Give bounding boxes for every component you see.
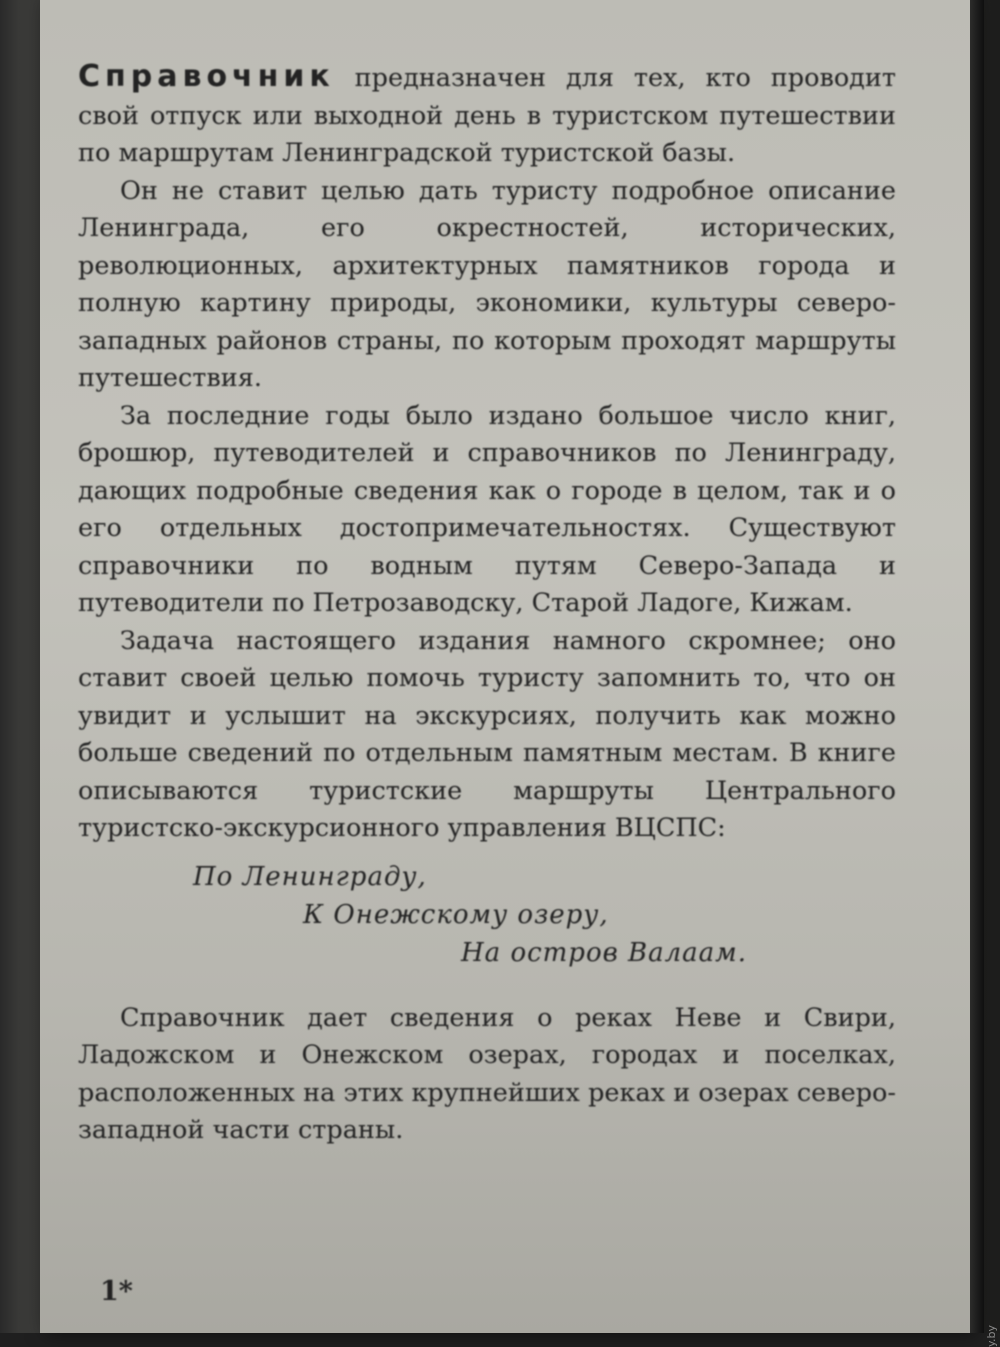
watermark: y.by <box>985 1325 998 1347</box>
paragraph-5: Справочник дает сведения о реках Неве и Свири, Ладожском и Онежском озерах, городах и поселках, расположенных на этих крупнейших реках и озерах северо-западной части страны. <box>78 1002 896 1145</box>
routes-list <box>78 858 896 972</box>
route-leningrad: По Ленинграду, <box>193 861 427 892</box>
paragraph-1-text: предназначен для тех, кто проводит свой отпуск или выходной день в туристском путешествии по маршрутам Ленинградской туристской базы. <box>78 63 896 168</box>
signature-mark: 1* <box>100 1276 133 1307</box>
lead-word: Справочник <box>78 59 335 94</box>
paragraph-4: Задача настоящего издания намного скромнее; оно ставит своей целью помочь туристу запомнить то, что он увидит и услышит на экскурсиях, получить как можно больше сведений по отдельным памятным местам. В книге описываются туристские маршруты Центрального туристско-экскурсионного управления ВЦСПС: <box>78 625 896 843</box>
book-page <box>40 0 970 1333</box>
page-text <box>78 58 896 1150</box>
paragraph-3: За последние годы было издано большое число книг, брошюр, путеводителей и справочников по Ленинграду, дающих подробные сведения как о городе в целом, так и о его отдельных достопримечательностях. Существуют справочники по водным путям Северо-Запада и путеводители по Петрозаводску, Старой Ладоге, Кижам. <box>78 400 896 618</box>
route-onega: К Онежскому озеру, <box>303 899 609 930</box>
paragraph-2: Он не ставит целью дать туристу подробное описание Ленинграда, его окрестностей, исторических, революционных, архитектурных памятников города и полную картину природы, экономики, культуры северо-западных районов страны, по которым проходят маршруты путешествия. <box>78 175 896 393</box>
route-valaam: На остров Валаам. <box>461 937 747 968</box>
paragraph-1 <box>78 58 896 173</box>
page-edge <box>970 0 984 1333</box>
